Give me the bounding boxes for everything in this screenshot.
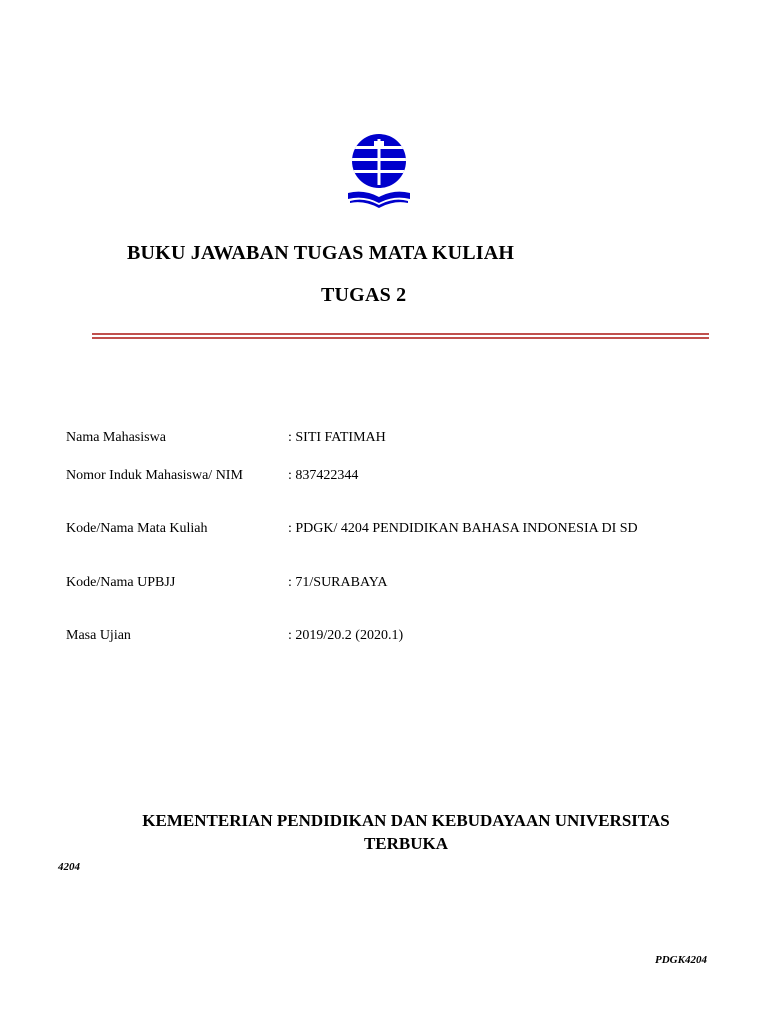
document-title: BUKU JAWABAN TUGAS MATA KULIAH bbox=[127, 242, 515, 264]
institution-name-line-2: TERBUKA bbox=[363, 834, 449, 853]
info-row-upbjj bbox=[66, 575, 726, 595]
course-code-right: PDGK4204 bbox=[655, 954, 707, 966]
course-code-left: 4204 bbox=[58, 861, 80, 873]
info-row-exam-period bbox=[66, 628, 726, 648]
institution-name-line-1: KEMENTERIAN PENDIDIKAN DAN KEBUDAYAAN UNIVERSITAS bbox=[142, 811, 670, 830]
info-label: Nomor Induk Mahasiswa/ NIM bbox=[66, 468, 243, 483]
divider-line-bottom bbox=[92, 337, 709, 339]
divider-line-top bbox=[92, 333, 709, 335]
info-row-course bbox=[66, 521, 726, 541]
info-value: : PDGK/ 4204 PENDIDIKAN BAHASA INDONESIA DI SD bbox=[288, 521, 638, 536]
universitas-terbuka-logo-icon bbox=[344, 133, 414, 211]
info-label: Kode/Nama Mata Kuliah bbox=[66, 521, 208, 536]
assignment-number: TUGAS 2 bbox=[321, 284, 407, 306]
info-value: : 837422344 bbox=[288, 468, 359, 483]
info-value: : 71/SURABAYA bbox=[288, 575, 388, 590]
info-value: : 2019/20.2 (2020.1) bbox=[288, 628, 404, 643]
info-value: : SITI FATIMAH bbox=[288, 430, 386, 445]
info-label: Kode/Nama UPBJJ bbox=[66, 575, 176, 590]
info-row-student-name bbox=[66, 430, 726, 450]
info-row-student-id bbox=[66, 468, 726, 488]
info-label: Nama Mahasiswa bbox=[66, 430, 166, 445]
info-label: Masa Ujian bbox=[66, 628, 131, 643]
